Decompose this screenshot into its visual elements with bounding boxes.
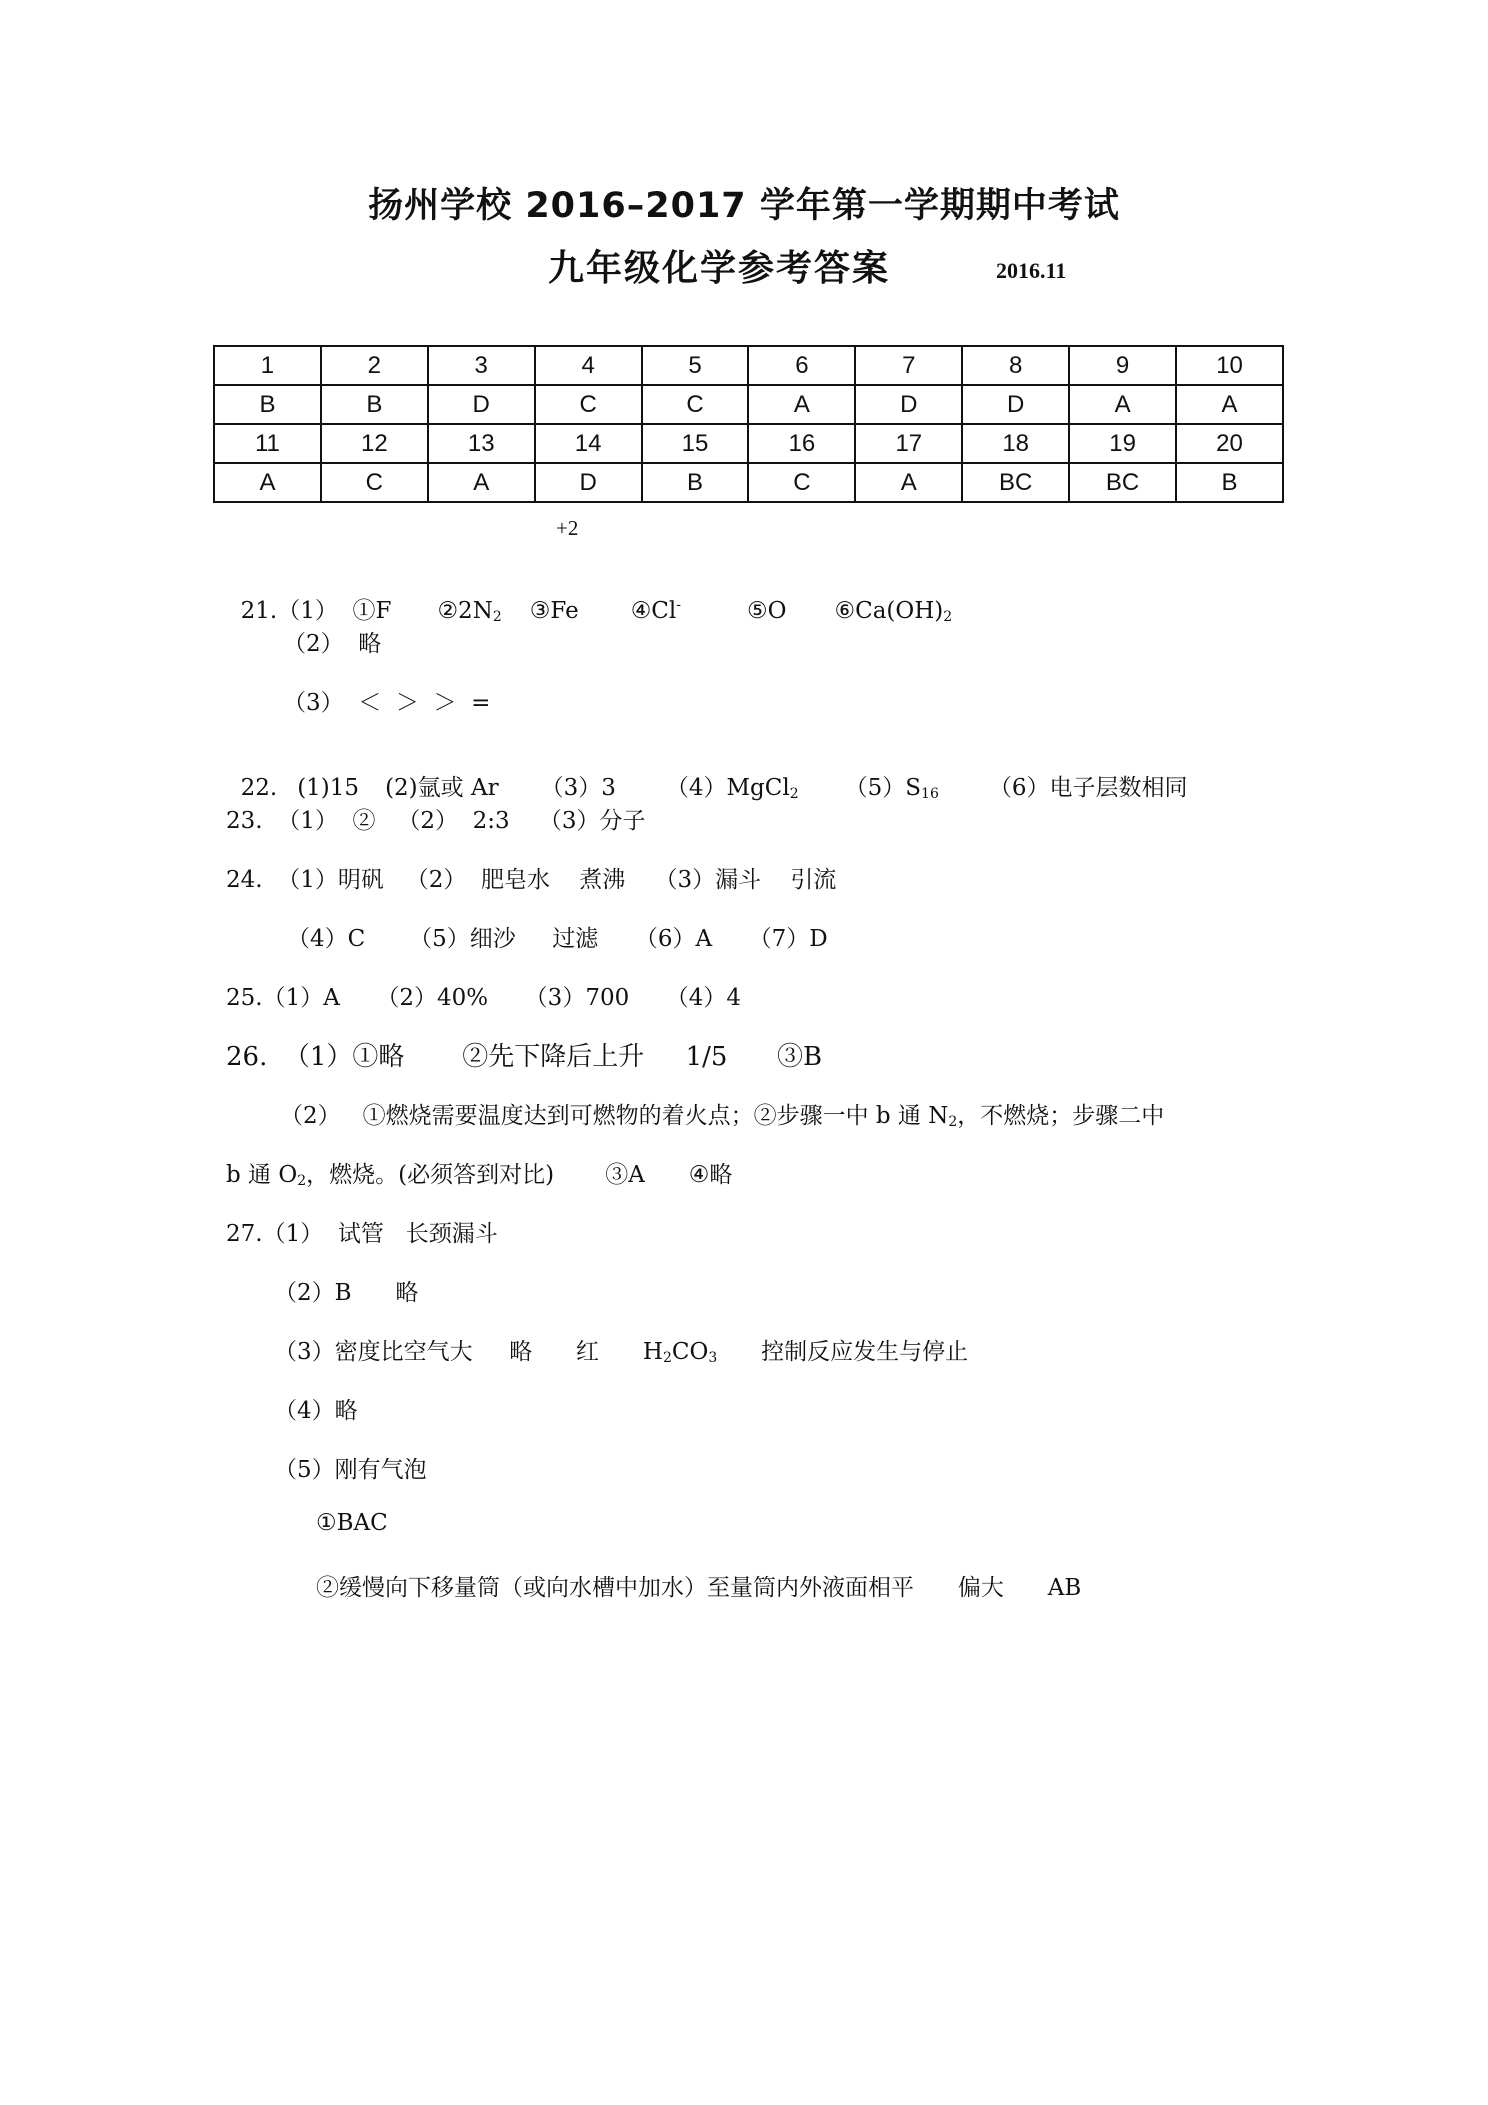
answer-table-cell: A	[1176, 385, 1283, 424]
answer-table-cell: C	[748, 463, 855, 502]
answer-table-cell: A	[748, 385, 855, 424]
answer-table-cell: 14	[535, 424, 642, 463]
q27-line6: ①BAC	[316, 1510, 388, 1536]
answer-table-cell: 16	[748, 424, 855, 463]
answer-table-cell: 17	[855, 424, 962, 463]
answer-table-cell: B	[321, 385, 428, 424]
answer-table-cell: 18	[962, 424, 1069, 463]
q27-line7: ②缓慢向下移量筒（或向水槽中加水）至量筒内外液面相平 偏大 AB	[316, 1575, 1082, 1601]
answer-table-cell: A	[214, 463, 321, 502]
answer-table-cell: B	[1176, 463, 1283, 502]
answer-table-cell: 9	[1069, 346, 1176, 385]
document-title: 扬州学校 2016–2017 学年第一学期期中考试	[368, 186, 1120, 226]
answer-table-cell: BC	[1069, 463, 1176, 502]
q27-line4: （4）略	[274, 1398, 358, 1424]
q22-answer3: （3）3	[540, 775, 616, 801]
q21-answer2: $②2N_2$	[437, 598, 502, 625]
answer-table-cell: BC	[962, 463, 1069, 502]
charge-mark: +2	[556, 516, 579, 540]
document-subtitle: 九年级化学参考答案	[548, 248, 891, 289]
q26-line2: （2） ①燃烧需要温度达到可燃物的着火点；②步骤一中 b 通 $N_2$，不燃烧；步骤二中	[280, 1103, 1165, 1130]
answer-table-row	[214, 424, 1283, 463]
q21-answer6: $⑥Ca(OH)_2$	[834, 598, 953, 625]
answer-table-cell: 7	[855, 346, 962, 385]
answer-table-cell: B	[642, 463, 749, 502]
answer-table-cell: A	[1069, 385, 1176, 424]
q26-line1: 26. （1）①略 ②先下降后上升 1/5 ③B	[226, 1042, 823, 1072]
answer-table-cell: 20	[1176, 424, 1283, 463]
q27-line5: （5）刚有气泡	[274, 1457, 427, 1483]
answer-table-cell: 8	[962, 346, 1069, 385]
answer-table-cell: 12	[321, 424, 428, 463]
answer-table-cell: 11	[214, 424, 321, 463]
answer-table-cell: D	[855, 385, 962, 424]
answer-table-cell: 10	[1176, 346, 1283, 385]
answer-table-row	[214, 346, 1283, 385]
answer-table-cell: 19	[1069, 424, 1176, 463]
answer-table-cell: 4	[535, 346, 642, 385]
answer-table-cell: 15	[642, 424, 749, 463]
answer-table-cell: C	[642, 385, 749, 424]
q23-line: 23. （1） ② （2） 2:3 （3）分子	[226, 808, 646, 834]
answer-table-cell: C	[535, 385, 642, 424]
q22-answer1: (1)15	[297, 775, 360, 801]
q27-line1: 27.（1） 试管 长颈漏斗	[226, 1221, 498, 1247]
q21-answer5: ⑤O	[747, 598, 787, 624]
answer-table-row	[214, 385, 1283, 424]
answer-table-cell: 1	[214, 346, 321, 385]
q22-line	[226, 743, 1188, 802]
answer-table-cell: D	[535, 463, 642, 502]
q22-answer6: （6）电子层数相同	[988, 775, 1188, 801]
q21-answer1: ①F	[352, 598, 392, 624]
q25-line: 25.（1）A （2）40% （3）700 （4）4	[226, 985, 742, 1011]
q27-line2: （2）B 略	[274, 1280, 419, 1306]
q22-number: 22.	[240, 775, 278, 801]
q21-number: 21.	[240, 598, 278, 624]
answer-table-cell: 2	[321, 346, 428, 385]
answer-table-cell: B	[214, 385, 321, 424]
answer-table-cell: 13	[428, 424, 535, 463]
answer-table-cell: 5	[642, 346, 749, 385]
q21-line1	[226, 566, 952, 625]
q22-answer5: $(5)S_{16}$	[844, 775, 939, 802]
q21-answer4: ④Cl-	[630, 597, 681, 624]
q22-answer2: (2)氩或 Ar	[385, 775, 499, 801]
answer-table-cell: 6	[748, 346, 855, 385]
answer-table	[213, 345, 1284, 503]
document-date: 2016.11	[996, 258, 1067, 283]
q21-line2: （2） 略	[283, 631, 382, 657]
answer-table-cell: A	[428, 463, 535, 502]
answer-table-cell: 3	[428, 346, 535, 385]
q21-answer3: ③Fe	[529, 598, 579, 624]
answer-table-cell: C	[321, 463, 428, 502]
answer-table-cell: D	[428, 385, 535, 424]
q21-line3: （3） ＜ ＞ ＞ =	[283, 690, 491, 716]
q22-answer4: （4）MgCl$_2$	[665, 775, 799, 802]
q27-line3: （3）密度比空气大 略 红 $H_2CO_3$ 控制反应发生与停止	[274, 1339, 969, 1366]
answer-table-cell: A	[855, 463, 962, 502]
answer-table-row	[214, 463, 1283, 502]
q26-line3: b 通 $O_2$，燃烧。(必须答到对比) ③A ④略	[226, 1162, 733, 1189]
q24-line2: （4）C （5）细沙 过滤 （6）A （7）D	[287, 926, 828, 952]
q24-line1: 24. （1）明矾 （2） 肥皂水 煮沸 （3）漏斗 引流	[226, 867, 837, 893]
q21-part1-label: （1）	[277, 598, 338, 624]
answer-table-cell: D	[962, 385, 1069, 424]
